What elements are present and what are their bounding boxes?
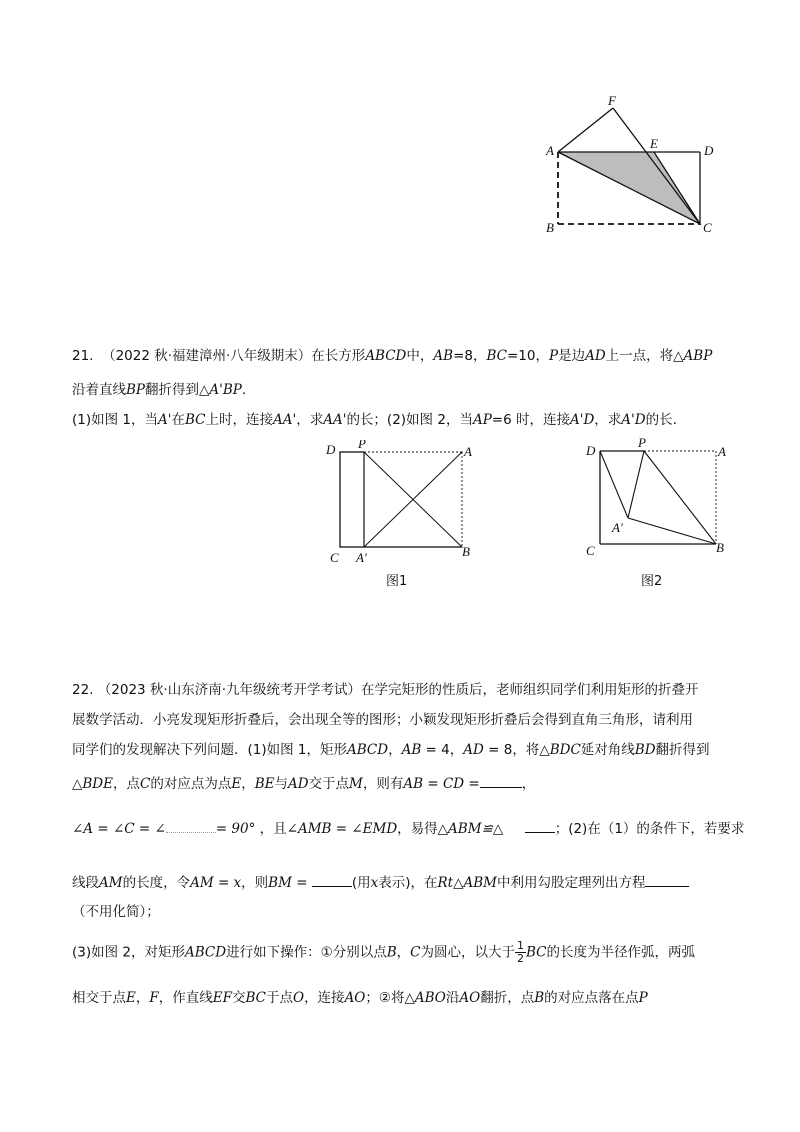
line-a-f bbox=[558, 108, 613, 152]
label-d: D bbox=[704, 143, 714, 158]
fig2-label-c: C bbox=[586, 543, 595, 558]
label-c: C bbox=[703, 220, 712, 235]
label-a: A bbox=[546, 143, 554, 158]
fig2-line-p-b bbox=[644, 451, 716, 544]
q21-figure-2 bbox=[580, 434, 730, 564]
q22-line-9: 相交于点E，F，作直线EF交BC于点O，连接AO；②将△ABO沿AO翻折，点B的对应点落在点P bbox=[72, 990, 648, 1006]
fig2-caption: 图2 bbox=[641, 574, 663, 589]
answer-blank-equation[interactable] bbox=[645, 872, 689, 887]
fig1-label-d: D bbox=[326, 442, 336, 457]
label-e: E bbox=[650, 136, 658, 151]
fig1-caption: 图1 bbox=[386, 574, 408, 589]
q21-line-3: (1)如图 1，当A'在BC上时，连接AA'，求AA'的长；(2)如图 2，当AP=6 时，连接A'D，求A'D的长. bbox=[72, 412, 677, 428]
fig1-label-a-prime: A′ bbox=[356, 550, 367, 565]
q21-figure-1 bbox=[322, 440, 482, 570]
q22-line-4: △BDE，点C的对应点为点E，BE与AD交于点M，则有AB = CD = ， bbox=[72, 773, 535, 794]
answer-blank-angle[interactable] bbox=[166, 818, 216, 833]
answer-blank-cd[interactable] bbox=[480, 773, 522, 788]
q22-line-3: 同学们的发现解决下列问题．(1)如图 1，矩形ABCD，AB = 4，AD = 8，将△BDC延对角线BD翻折得到 bbox=[72, 742, 710, 758]
fig1-label-b: B bbox=[462, 544, 470, 559]
fig1-label-a: A bbox=[464, 444, 472, 459]
shaded-triangle-ace bbox=[558, 152, 700, 224]
q21-line-1: 21. （2022 秋·福建漳州·八年级期末）在长方形ABCD中，AB=8，BC=10，P是边AD上一点，将△ABP bbox=[72, 348, 713, 364]
fig2-label-d: D bbox=[586, 443, 596, 458]
answer-blank-bm[interactable] bbox=[312, 872, 352, 887]
fig2-line-d-a-prime bbox=[600, 451, 628, 518]
q22-line-8: (3)如图 2，对矩形ABCD进行如下操作：①分别以点B，C为圆心，以大于 $\frac{1}{2}$ BC的长度为半径作弧，两弧 bbox=[72, 939, 695, 965]
q21-line-2: 沿着直线BP翻折得到△A'BP. bbox=[72, 382, 247, 398]
q22-line-7: （不用化简）； bbox=[72, 904, 160, 920]
fraction-one-half: $\frac{1}{2}$ bbox=[516, 939, 524, 965]
top-fold-figure bbox=[540, 92, 720, 237]
fig2-line-a-prime-b bbox=[628, 518, 716, 544]
answer-blank-congruent[interactable] bbox=[525, 818, 555, 833]
fig2-label-b: B bbox=[716, 540, 724, 555]
fig2-line-p-a-prime bbox=[628, 451, 644, 518]
q22-line-5: ∠A = ∠C = ∠ = 90° ，且∠AMB = ∠EMD，易得△ABM≌△ ；(2)在（1）的条件下，若要求 bbox=[72, 818, 744, 839]
q22-line-6: 线段AM的长度，令AM = x，则BM = (用x表示)，在Rt△ABM中利用勾股定理列出方程 bbox=[72, 872, 689, 893]
q22-line-1: 22. （2023 秋·山东济南·九年级统考开学考试）在学完矩形的性质后，老师组织同学们利用矩形的折叠开 bbox=[72, 682, 699, 698]
label-f: F bbox=[608, 93, 616, 108]
fig2-label-p: P bbox=[638, 435, 646, 450]
q22-line-2: 展数学活动．小亮发现矩形折叠后，会出现全等的图形；小颖发现矩形折叠后会得到直角三角形，请利用 bbox=[72, 712, 693, 728]
label-b: B bbox=[546, 220, 554, 235]
fig1-label-c: C bbox=[330, 550, 339, 565]
fig1-label-p: P bbox=[358, 440, 366, 451]
fig2-label-a: A bbox=[718, 444, 726, 459]
question-number: 21. bbox=[72, 348, 94, 364]
fig2-label-a-prime: A′ bbox=[612, 520, 623, 535]
fig1-rect bbox=[340, 452, 462, 547]
